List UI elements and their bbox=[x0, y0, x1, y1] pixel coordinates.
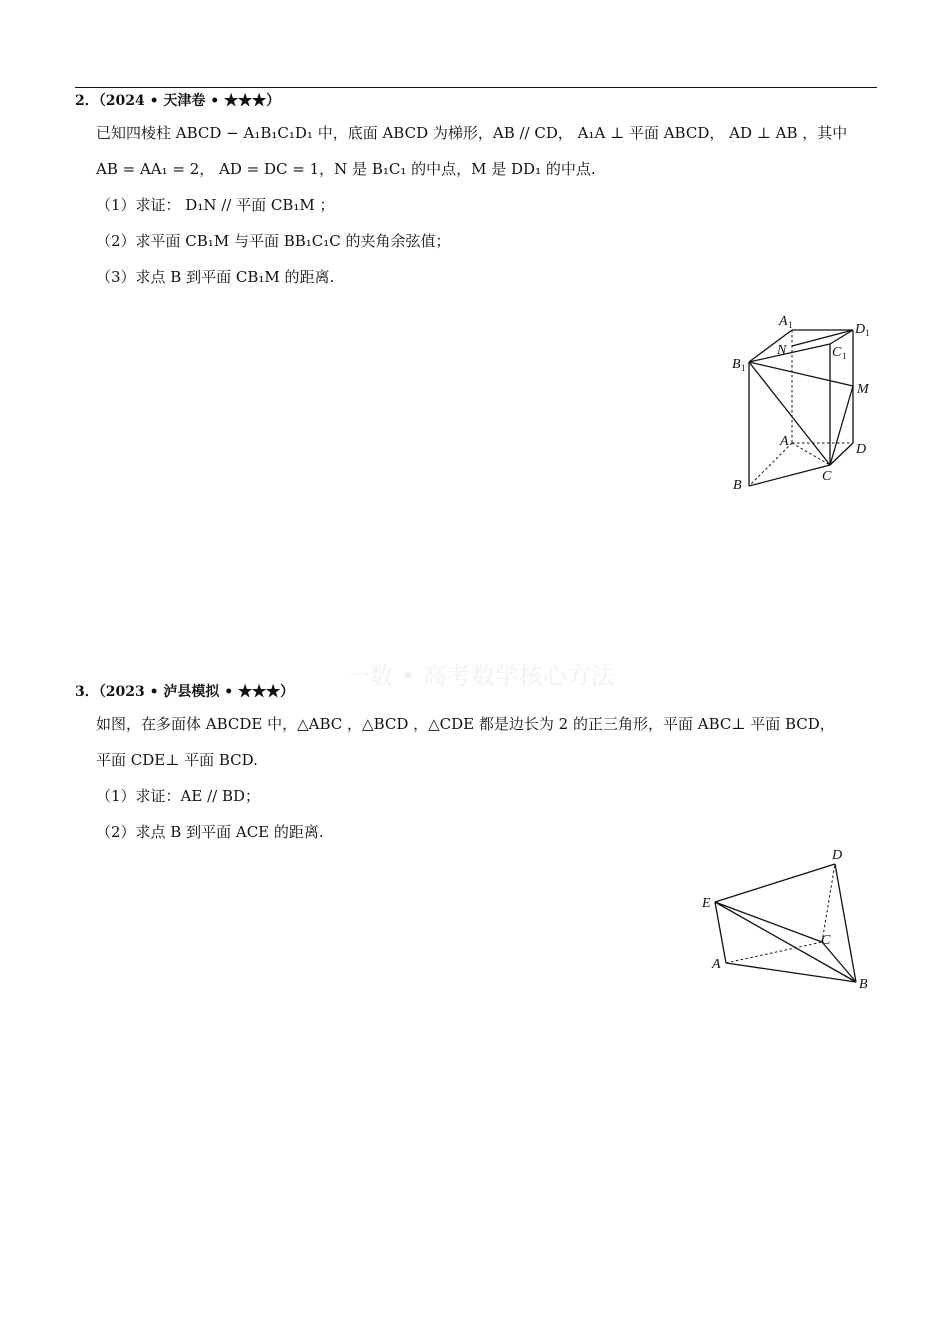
edge-b-c bbox=[749, 465, 830, 486]
problem-3-question-2: （2）求点 B 到平面 ACE 的距离. bbox=[96, 823, 324, 841]
problem-3-heading: 3．（2023 • 泸县模拟 • ★★★） bbox=[75, 684, 295, 700]
label-n: N bbox=[777, 343, 787, 358]
edge-e-d bbox=[715, 864, 835, 902]
label-b1-sub: 1 bbox=[741, 363, 746, 373]
label-d1-sub: 1 bbox=[865, 328, 870, 338]
label-a1-sub: 1 bbox=[788, 320, 793, 330]
edge-e-a bbox=[715, 902, 726, 963]
polyhedron-figure bbox=[690, 840, 880, 1000]
hidden-segment-a-c bbox=[792, 443, 830, 465]
problem-2-stem-line-2: AB = AA₁ = 2， AD = DC = 1，N 是 B₁C₁ 的中点，M 是 DD₁ 的中点. bbox=[96, 160, 596, 178]
label-b: B bbox=[733, 478, 742, 493]
edge-d-b bbox=[835, 864, 856, 982]
prism-figure-svg bbox=[720, 308, 890, 498]
edge-d1-c1 bbox=[830, 330, 853, 344]
label-b: B bbox=[859, 977, 868, 992]
problem-3 bbox=[75, 682, 880, 842]
problem-2-question-3: （3）求点 B 到平面 CB₁M 的距离. bbox=[96, 268, 335, 286]
label-d1: D bbox=[855, 322, 866, 337]
hidden-edge-a-b bbox=[749, 443, 792, 486]
label-d: D bbox=[832, 848, 843, 863]
label-a1: A bbox=[779, 314, 788, 329]
polyhedron-figure-svg bbox=[690, 840, 880, 1000]
label-e: E bbox=[702, 896, 711, 911]
prism-figure bbox=[720, 308, 890, 498]
problem-3-stem-line-1: 如图，在多面体 ABCDE 中，△ABC ，△BCD ，△CDE 都是边长为 2 的正三角形，平面 ABC⊥ 平面 BCD， bbox=[96, 715, 835, 733]
segment-n-d1 bbox=[792, 330, 853, 346]
label-d: D bbox=[856, 442, 867, 457]
label-c1-sub: 1 bbox=[842, 351, 847, 361]
label-a: A bbox=[780, 434, 789, 449]
label-m: M bbox=[857, 382, 869, 397]
problem-3-question-1: （1）求证：AE // BD； bbox=[96, 787, 261, 805]
label-c: C bbox=[821, 933, 831, 948]
edge-e-c bbox=[715, 902, 822, 942]
top-rule bbox=[75, 87, 877, 88]
label-b1: B bbox=[732, 357, 741, 372]
problem-2 bbox=[75, 91, 880, 287]
problem-3-stem-line-2: 平面 CDE⊥ 平面 BCD. bbox=[96, 751, 258, 769]
hidden-edge-a-c bbox=[726, 942, 822, 963]
label-c1: C bbox=[832, 345, 842, 360]
problem-2-stem-line-1: 已知四棱柱 ABCD − A₁B₁C₁D₁ 中，底面 ABCD 为梯形，AB // CD， A₁A ⊥ 平面 ABCD， AD ⊥ AB ，其中 bbox=[96, 124, 848, 142]
edge-a-b bbox=[726, 963, 856, 982]
watermark: 一数 • 高考数学核心方法 bbox=[345, 662, 615, 690]
edge-e-b bbox=[715, 902, 856, 982]
problem-2-question-1: （1）求证： D₁N // 平面 CB₁M ； bbox=[96, 196, 335, 214]
hidden-edge-c-d bbox=[822, 864, 835, 942]
problem-2-question-2: （2）求平面 CB₁M 与平面 BB₁C₁C 的夹角余弦值； bbox=[96, 232, 451, 250]
label-c: C bbox=[822, 469, 832, 484]
edge-c-b bbox=[822, 942, 856, 982]
problem-2-heading: 2．（2024 • 天津卷 • ★★★） bbox=[75, 93, 281, 109]
label-a: A bbox=[712, 957, 721, 972]
